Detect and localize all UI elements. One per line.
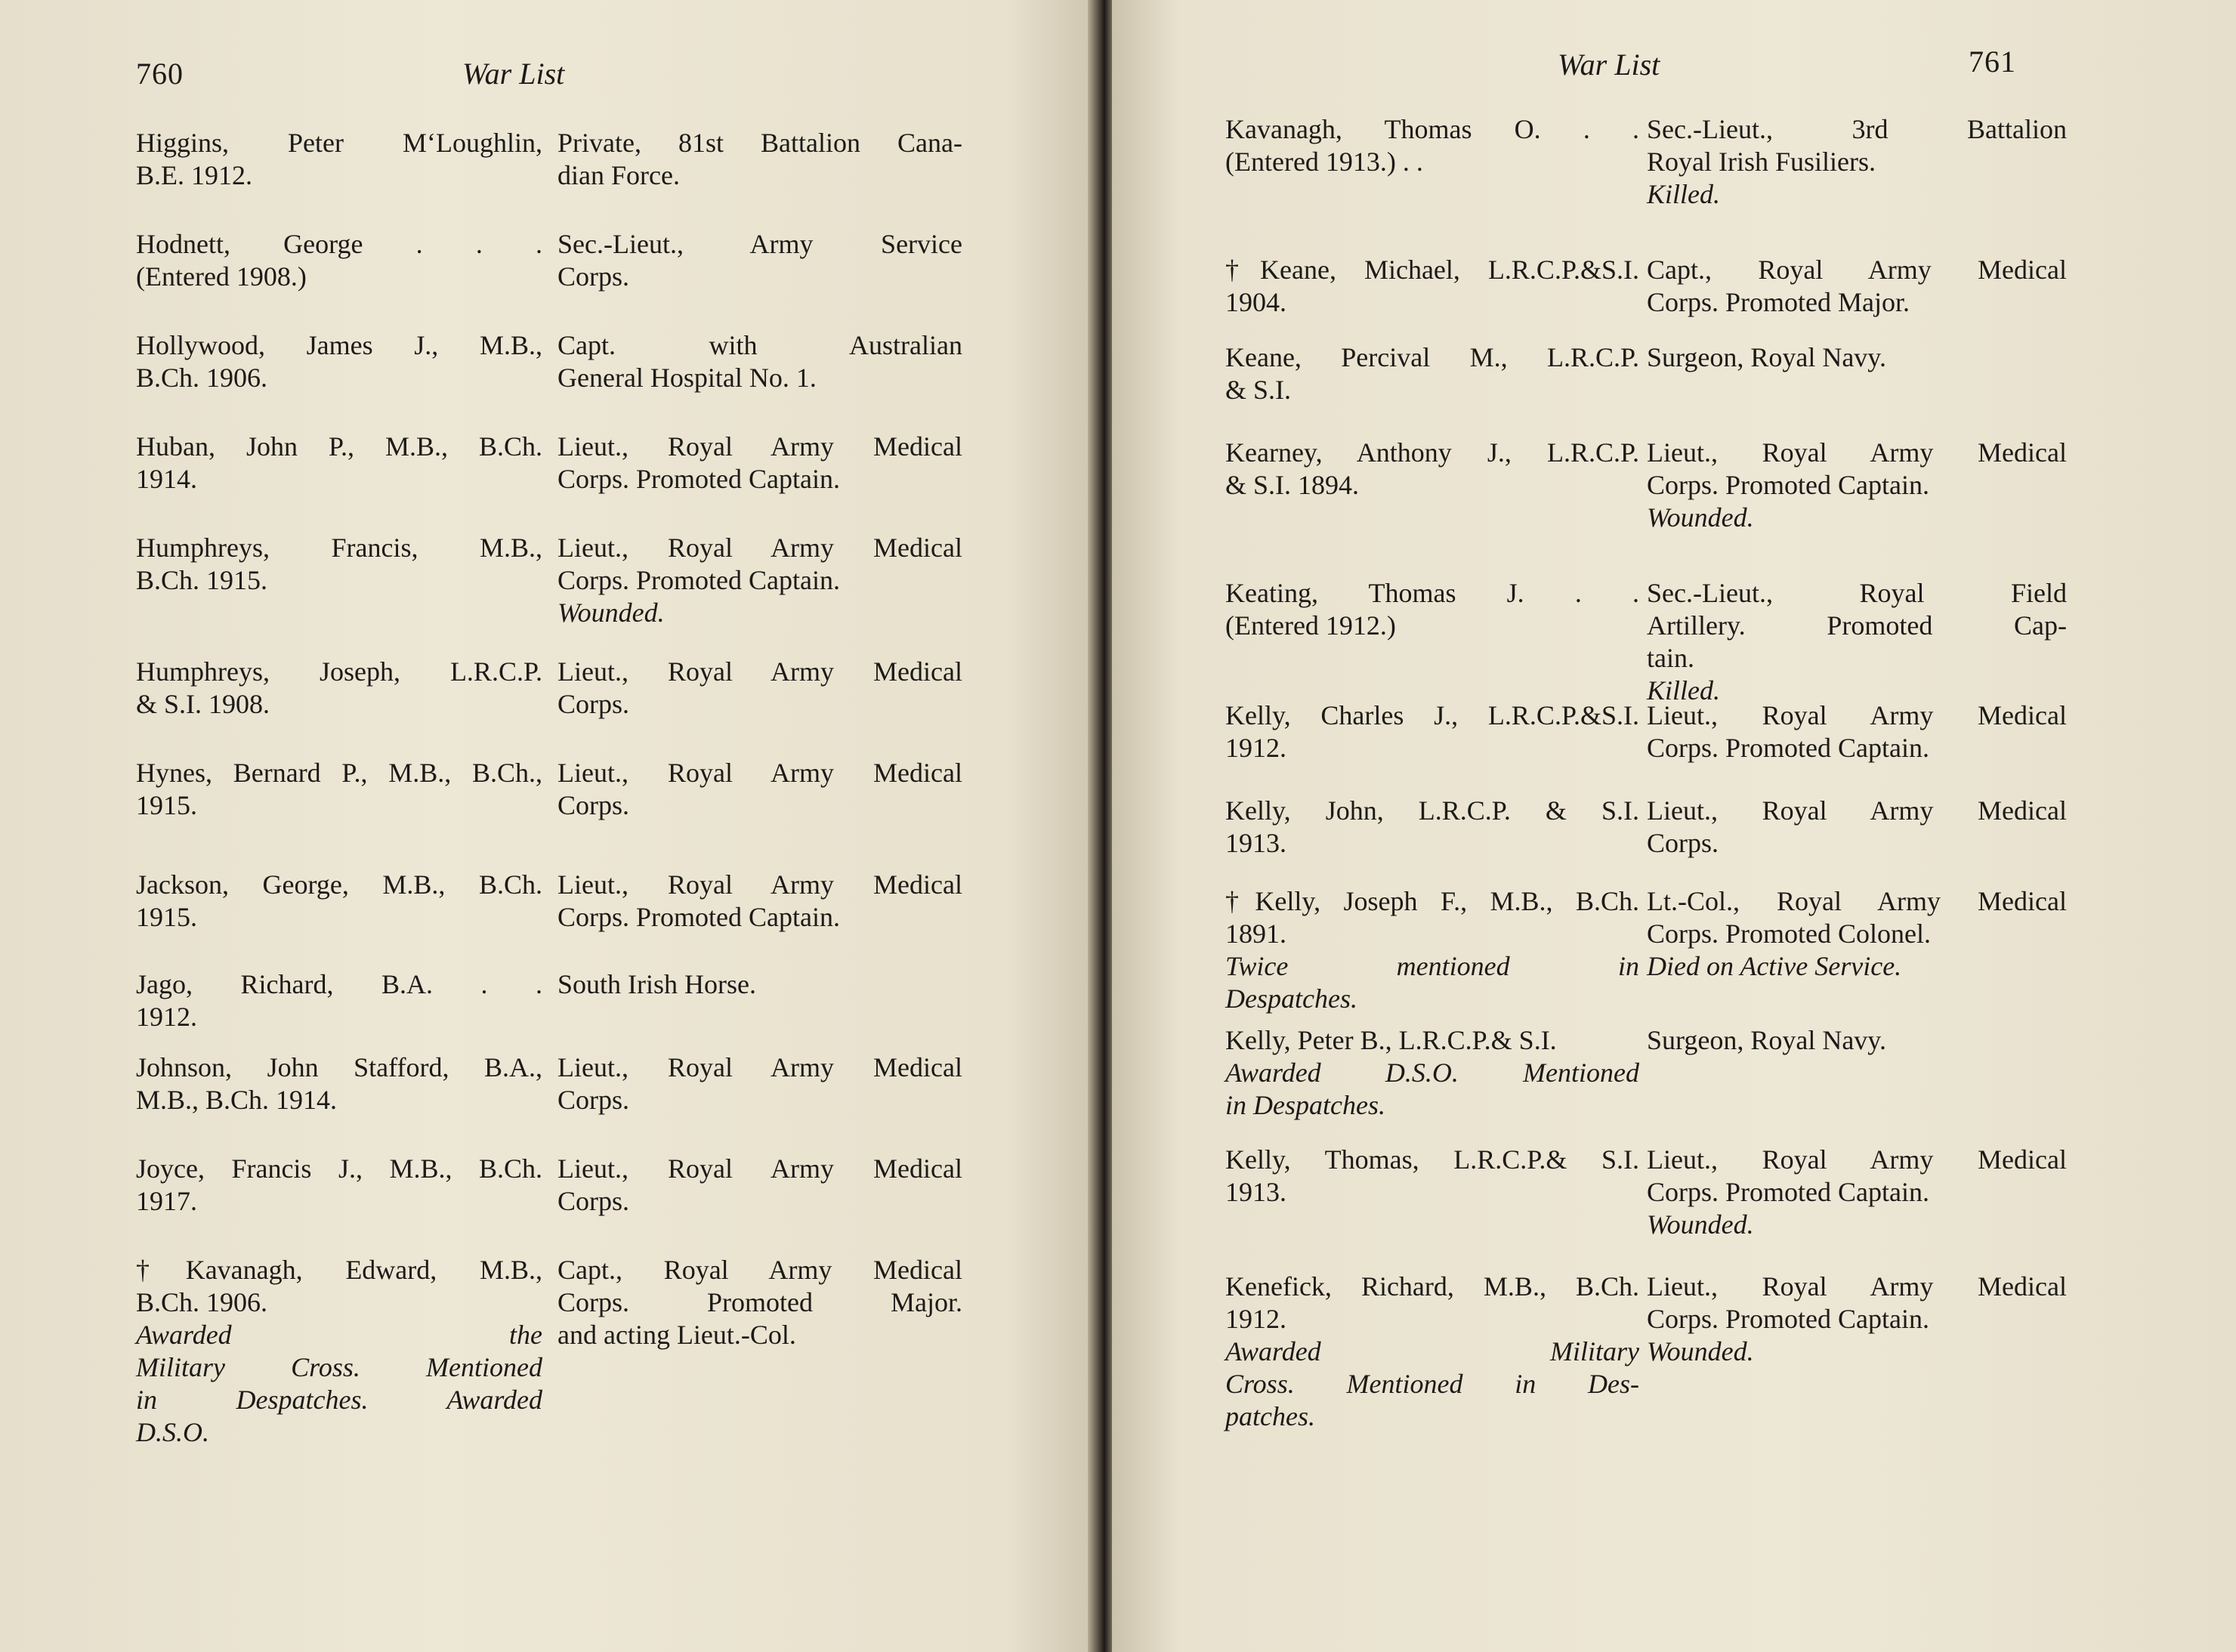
text-line: in Despatches. xyxy=(1225,1090,1385,1120)
text-line: Artillery. Promoted Cap- xyxy=(1647,610,2067,641)
text-line: Corps. Promoted Captain. xyxy=(1647,1177,1929,1207)
entry-name xyxy=(136,329,542,394)
service-note: Killed. xyxy=(1647,675,1720,706)
entry-name xyxy=(136,431,542,496)
text-line: Sec.-Lieut., Royal Field xyxy=(1647,578,2067,608)
text-line: Keane, Percival M., L.R.C.P. xyxy=(1225,342,1639,372)
text-line: & S.I. 1908. xyxy=(136,689,270,719)
entry-service xyxy=(557,968,962,1001)
entry-name xyxy=(1225,341,1639,406)
text-line: Capt., Royal Army Medical xyxy=(1647,255,2067,285)
text-line: Corps. xyxy=(557,790,630,820)
text-line: Awarded D.S.O. Mentioned xyxy=(1225,1058,1639,1088)
entry-name xyxy=(1225,1271,1639,1433)
text-line: Lieut., Royal Army Medical xyxy=(1647,700,2067,730)
entry-name xyxy=(136,656,542,721)
text-line: patches. xyxy=(1225,1401,1315,1431)
text-line: Huban, John P., M.B., B.Ch. xyxy=(136,431,542,462)
text-line: Military Cross. Mentioned xyxy=(136,1352,542,1382)
entry-name xyxy=(1225,113,1639,178)
text-line: in Despatches. Awarded xyxy=(136,1385,542,1415)
entry-list xyxy=(0,0,1094,1652)
text-line: Kenefick, Richard, M.B., B.Ch. xyxy=(1225,1271,1639,1302)
text-line: Corps. Promoted Major. xyxy=(1647,287,1910,317)
text-line: Corps. Promoted Captain. xyxy=(557,902,840,932)
text-line: Keating, Thomas J. . . xyxy=(1225,578,1639,608)
text-line: Private, 81st Battalion Cana- xyxy=(557,128,962,158)
text-line: Corps. Promoted Major. xyxy=(557,1287,962,1317)
service-note: Wounded. xyxy=(1647,502,1754,533)
text-line: Humphreys, Joseph, L.R.C.P. xyxy=(136,656,542,687)
entry-service xyxy=(557,228,962,293)
text-line: Corps. Promoted Captain. xyxy=(1647,733,1929,763)
text-line: Despatches. xyxy=(1225,983,1357,1014)
text-line: Lieut., Royal Army Medical xyxy=(557,533,962,563)
text-line: dian Force. xyxy=(557,160,680,190)
entry-list xyxy=(1112,0,2236,1652)
text-line: Hollywood, James J., M.B., xyxy=(136,330,542,360)
text-line: Lt.-Col., Royal Army Medical xyxy=(1647,886,2067,916)
text-line: Corps. xyxy=(557,1085,630,1115)
text-line: Humphreys, Francis, M.B., xyxy=(136,533,542,563)
entry-name xyxy=(1225,1144,1639,1209)
text-line: (Entered 1912.) xyxy=(1225,610,1396,641)
text-line: Corps. Promoted Captain. xyxy=(557,565,840,595)
text-line: Lieut., Royal Army Medical xyxy=(1647,795,2067,826)
service-note: Wounded. xyxy=(1647,1336,1754,1366)
text-line: Corps. Promoted Captain. xyxy=(1647,1304,1929,1334)
entry-name xyxy=(1225,437,1639,502)
text-line: Kelly, Thomas, L.R.C.P.& S.I. xyxy=(1225,1144,1639,1175)
text-line: Lieut., Royal Army Medical xyxy=(1647,437,2067,468)
text-line: M.B., B.Ch. 1914. xyxy=(136,1085,338,1115)
text-line: Kelly, Peter B., L.R.C.P.& S.I. xyxy=(1225,1025,1557,1055)
text-line: Hodnett, George . . . xyxy=(136,229,542,259)
text-line: Corps. Promoted Captain. xyxy=(1647,470,1929,500)
text-line: Lieut., Royal Army Medical xyxy=(1647,1271,2067,1302)
text-line: (Entered 1908.) xyxy=(136,261,307,292)
text-line: 1912. xyxy=(1225,733,1286,763)
text-line: Lieut., Royal Army Medical xyxy=(557,656,962,687)
text-line: Kelly, John, L.R.C.P. & S.I. xyxy=(1225,795,1639,826)
entry-service xyxy=(1647,113,2067,211)
text-line: 1913. xyxy=(1225,828,1286,858)
entry-name xyxy=(1225,1024,1639,1122)
text-line: Capt. with Australian xyxy=(557,330,962,360)
entry-service xyxy=(1647,699,2067,764)
entry-name xyxy=(136,968,542,1033)
text-line: 1904. xyxy=(1225,287,1286,317)
entry-service xyxy=(1647,795,2067,860)
entry-service xyxy=(557,431,962,496)
text-line: Hynes, Bernard P., M.B., B.Ch., xyxy=(136,758,542,788)
text-line: †Keane, Michael, L.R.C.P.&S.I. xyxy=(1225,255,1639,285)
text-line: †Kelly, Joseph F., M.B., B.Ch. xyxy=(1225,886,1639,916)
entry-name xyxy=(136,1153,542,1218)
text-line: Lieut., Royal Army Medical xyxy=(557,1153,962,1184)
text-line: B.E. 1912. xyxy=(136,160,253,190)
entry-service xyxy=(557,1254,962,1351)
entry-service xyxy=(1647,885,2067,983)
entry-service xyxy=(557,757,962,822)
entry-service xyxy=(1647,254,2067,319)
text-line: Corps. xyxy=(557,1186,630,1216)
text-line: Awarded the xyxy=(136,1320,542,1350)
service-note: Killed. xyxy=(1647,179,1720,209)
text-line: B.Ch. 1906. xyxy=(136,1287,268,1317)
text-line: 1917. xyxy=(136,1186,197,1216)
text-line: Lieut., Royal Army Medical xyxy=(1647,1144,2067,1175)
text-line: Corps. xyxy=(1647,828,1719,858)
left-page xyxy=(0,0,1094,1652)
entry-name xyxy=(1225,254,1639,319)
entry-service xyxy=(557,532,962,629)
text-line: General Hospital No. 1. xyxy=(557,363,817,393)
text-line: D.S.O. xyxy=(136,1417,209,1447)
text-line: Sec.-Lieut., Army Service xyxy=(557,229,962,259)
text-line: Corps. Promoted Captain. xyxy=(557,464,840,494)
entry-service xyxy=(557,869,962,934)
text-line: Lieut., Royal Army Medical xyxy=(557,758,962,788)
text-line: (Entered 1913.) . . xyxy=(1225,147,1423,177)
page-number: 760 xyxy=(136,57,184,91)
entry-name xyxy=(1225,885,1639,1015)
text-line: Lieut., Royal Army Medical xyxy=(557,431,962,462)
text-line: Kavanagh, Thomas O. . . xyxy=(1225,114,1639,144)
entry-service xyxy=(557,127,962,192)
text-line: & S.I. 1894. xyxy=(1225,470,1360,500)
text-line: Corps. xyxy=(557,261,630,292)
text-line: 1913. xyxy=(1225,1177,1286,1207)
entry-name xyxy=(136,1051,542,1116)
text-line: †Kavanagh, Edward, M.B., xyxy=(136,1255,542,1285)
text-line: Higgins, Peter M‘Loughlin, xyxy=(136,128,542,158)
text-line: 1915. xyxy=(136,790,197,820)
page-number: 761 xyxy=(1969,45,2016,79)
service-note: Wounded. xyxy=(1647,1209,1754,1240)
entry-service xyxy=(557,656,962,721)
text-line: and acting Lieut.-Col. xyxy=(557,1320,796,1350)
entry-name xyxy=(1225,795,1639,860)
right-page xyxy=(1112,0,2236,1652)
entry-name xyxy=(136,532,542,597)
text-line: 1891. xyxy=(1225,919,1286,949)
entry-name xyxy=(136,869,542,934)
service-note: Died on Active Service. xyxy=(1647,951,1902,981)
entry-service xyxy=(1647,437,2067,534)
text-line: Capt., Royal Army Medical xyxy=(557,1255,962,1285)
text-line: Awarded Military xyxy=(1225,1336,1639,1366)
entry-service xyxy=(1647,1024,2067,1057)
entry-service xyxy=(1647,577,2067,707)
entry-service xyxy=(1647,341,2067,374)
entry-name xyxy=(1225,699,1639,764)
text-line: Corps. Promoted Colonel. xyxy=(1647,919,1931,949)
entry-name xyxy=(136,757,542,822)
running-title: War List xyxy=(462,57,565,91)
entry-service xyxy=(557,1153,962,1218)
service-note: Wounded. xyxy=(557,597,665,628)
text-line: B.Ch. 1915. xyxy=(136,565,268,595)
text-line: Corps. xyxy=(557,689,630,719)
text-line: Johnson, John Stafford, B.A., xyxy=(136,1052,542,1082)
text-line: Royal Irish Fusiliers. xyxy=(1647,147,1876,177)
entry-name xyxy=(136,127,542,192)
entry-service xyxy=(557,1051,962,1116)
text-line: 1914. xyxy=(136,464,197,494)
text-line: 1915. xyxy=(136,902,197,932)
text-line: & S.I. xyxy=(1225,375,1292,405)
text-line: Kelly, Charles J., L.R.C.P.&S.I. xyxy=(1225,700,1639,730)
text-line: Kearney, Anthony J., L.R.C.P. xyxy=(1225,437,1639,468)
running-title: War List xyxy=(1558,48,1660,82)
text-line: B.Ch. 1906. xyxy=(136,363,268,393)
text-line: Twice mentioned in xyxy=(1225,951,1639,981)
text-line: Cross. Mentioned in Des- xyxy=(1225,1369,1639,1399)
text-line: Jackson, George, M.B., B.Ch. xyxy=(136,869,542,900)
text-line: Joyce, Francis J., M.B., B.Ch. xyxy=(136,1153,542,1184)
text-line: Sec.-Lieut., 3rd Battalion xyxy=(1647,114,2067,144)
text-line: 1912. xyxy=(1225,1304,1286,1334)
entry-service xyxy=(1647,1144,2067,1241)
entry-name xyxy=(136,228,542,293)
entry-service xyxy=(557,329,962,394)
entry-name xyxy=(1225,577,1639,642)
text-line: Jago, Richard, B.A. . . xyxy=(136,969,542,999)
text-line: Surgeon, Royal Navy. xyxy=(1647,342,1886,372)
text-line: Lieut., Royal Army Medical xyxy=(557,1052,962,1082)
text-line: 1912. xyxy=(136,1002,197,1032)
text-line: tain. xyxy=(1647,643,1694,673)
text-line: Lieut., Royal Army Medical xyxy=(557,869,962,900)
entry-name xyxy=(136,1254,542,1449)
text-line: Surgeon, Royal Navy. xyxy=(1647,1025,1886,1055)
text-line: South Irish Horse. xyxy=(557,969,756,999)
entry-service xyxy=(1647,1271,2067,1368)
